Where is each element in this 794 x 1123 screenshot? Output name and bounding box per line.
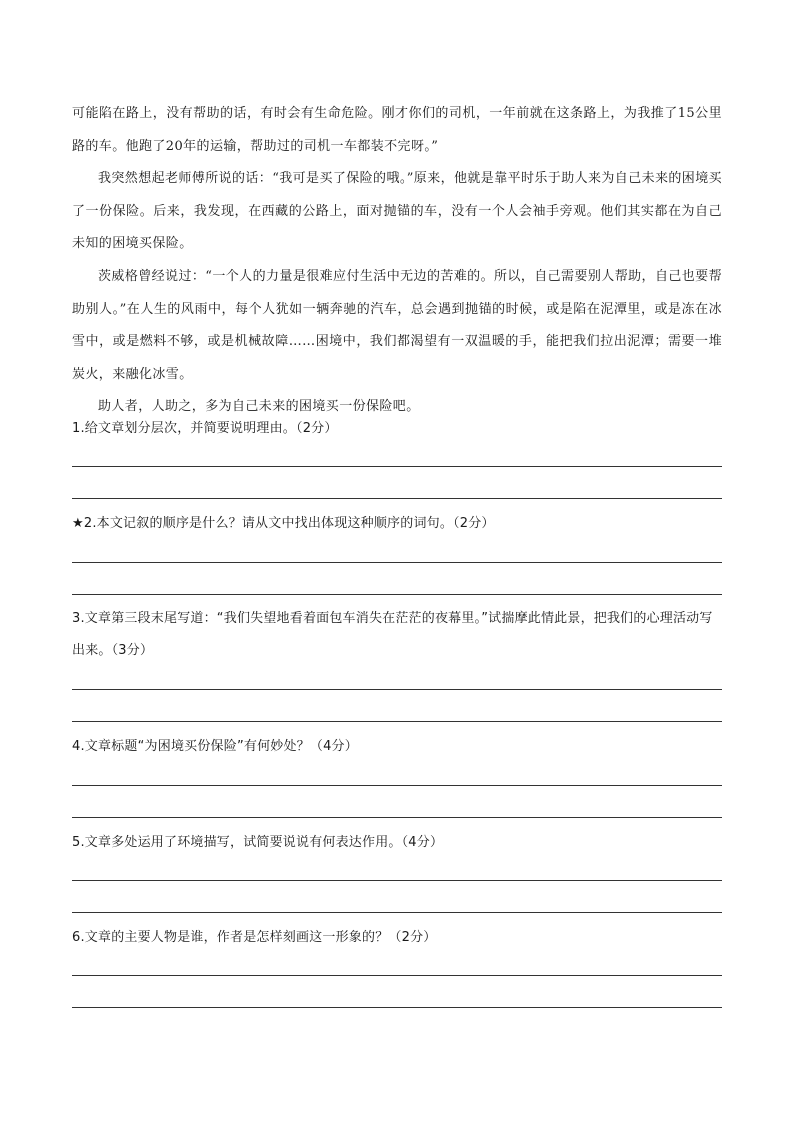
question-4 — [72, 731, 722, 763]
question-2-text: ★2.本文记叙的顺序是什么？请从文中找出体现这种顺序的词句。（2分） — [72, 516, 495, 531]
answer-line-q2-1[interactable] — [72, 562, 722, 563]
question-5 — [72, 827, 722, 859]
question-6 — [72, 922, 722, 954]
answer-line-q3-2[interactable] — [72, 721, 722, 722]
answer-line-q6-2[interactable] — [72, 1007, 722, 1008]
question-6-text: 6.文章的主要人物是谁，作者是怎样刻画这一形象的？（2分） — [72, 930, 437, 945]
question-4-text: 4.文章标题“为困境买份保险”有何妙处？（4分） — [72, 739, 358, 754]
reading-passage — [72, 98, 722, 424]
answer-line-q1-1[interactable] — [72, 466, 722, 467]
question-3 — [72, 603, 722, 667]
answer-line-q4-1[interactable] — [72, 785, 722, 786]
question-5-text: 5.文章多处运用了环境描写，试简要说说有何表达作用。（4分） — [72, 835, 444, 850]
answer-line-q2-2[interactable] — [72, 594, 722, 595]
passage-paragraph-1: 可能陷在路上，没有帮助的话，有时会有生命危险。刚才你们的司机，一年前就在这条路上，为我推了15公里路的车。他跑了20年的运输，帮助过的司机一车都装不完呀。” — [72, 106, 722, 154]
answer-line-q5-1[interactable] — [72, 880, 722, 881]
question-1-text: 1.给文章划分层次，并简要说明理由。（2分） — [72, 421, 338, 436]
question-3-text: 3.文章第三段末尾写道：“我们失望地看着面包车消失在茫茫的夜幕里。”试揣摩此情此景，把我们的心理活动写出来。（3分） — [72, 611, 713, 658]
answer-line-q6-1[interactable] — [72, 975, 722, 976]
answer-line-q3-1[interactable] — [72, 689, 722, 690]
passage-paragraph-2: 我突然想起老师傅所说的话：“我可是买了保险的哦。”原来，他就是靠平时乐于助人来为自己未来的困境买了一份保险。后来，我发现，在西藏的公路上，面对抛锚的车，没有一个人会袖手旁观。他们其实都在为自己未知的困境买保险。 — [72, 171, 722, 252]
question-2 — [72, 508, 722, 540]
answer-line-q5-2[interactable] — [72, 912, 722, 913]
passage-paragraph-4: 助人者，人助之，多为自己未来的困境买一份保险吧。 — [98, 399, 420, 415]
answer-line-q1-2[interactable] — [72, 498, 722, 499]
passage-paragraph-3: 茨威格曾经说过：“一个人的力量是很难应付生活中无边的苦难的。所以，自己需要别人帮助，自己也要帮助别人。”在人生的风雨中，每个人犹如一辆奔驰的汽车，总会遇到抛锚的时候，或是陷在泥潭里，或是冻在冰雪中，或是燃料不够，或是机械故障……困境中，我们都渴望有一双温暖的手，能把我们拉出泥潭；需要一堆炭火，来融化冰雪。 — [72, 268, 722, 382]
answer-line-q4-2[interactable] — [72, 817, 722, 818]
question-1 — [72, 413, 722, 445]
